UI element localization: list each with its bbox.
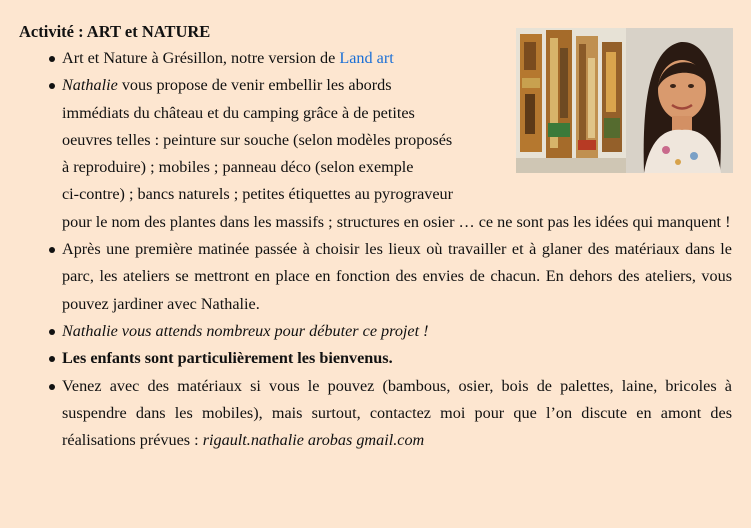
item-line (62, 72, 732, 99)
nathalie-name: Nathalie (62, 76, 118, 95)
item-text: Venez avec des matériaux si vous le pouvez (bambous, osier, bois de palettes, laine, bricoles à suspendre dans les mobiles), mais surtout, contactez moi pour que l’on discute en amont des réalisations prévues : (62, 376, 732, 450)
list-item (62, 72, 732, 236)
item-line: immédiats du château et du camping grâce à de petites (62, 103, 415, 122)
item-text: vous propose de venir embellir les abords (117, 76, 392, 95)
item-line: à reproduire) ; mobiles ; panneau déco (selon exemple (62, 158, 414, 177)
land-art-link[interactable]: Land art (339, 49, 394, 67)
item-line: pour le nom des plantes dans les massifs ; structures en osier … ce ne sont pas les idées qui manquent ! (62, 212, 731, 231)
list-item (62, 373, 732, 455)
item-text: Art et Nature à Grésillon, notre version de (62, 49, 340, 67)
item-line: oeuvres telles : peinture sur souche (selon modèles proposés (62, 130, 453, 149)
activity-title: Activité : ART et NATURE (19, 22, 211, 41)
item-line: ci-contre) ; bancs naturels ; petites étiquettes au pyrograveur (62, 185, 454, 204)
list-item: Après une première matinée passée à choisir les lieux où travailler et à glaner des matériaux dans le parc, les ateliers se mettront en place en fonction des envies de chacun. En dehors des ateliers, vous pouvez jardiner avec Nathalie. (62, 236, 732, 318)
list-item (62, 45, 732, 72)
contact-email: rigault.nathalie arobas gmail.com (202, 431, 425, 450)
activity-list (62, 45, 732, 454)
list-item: Les enfants sont particulièrement les bienvenus. (62, 345, 732, 372)
list-item: Nathalie vous attends nombreux pour débuter ce projet ! (62, 318, 732, 345)
